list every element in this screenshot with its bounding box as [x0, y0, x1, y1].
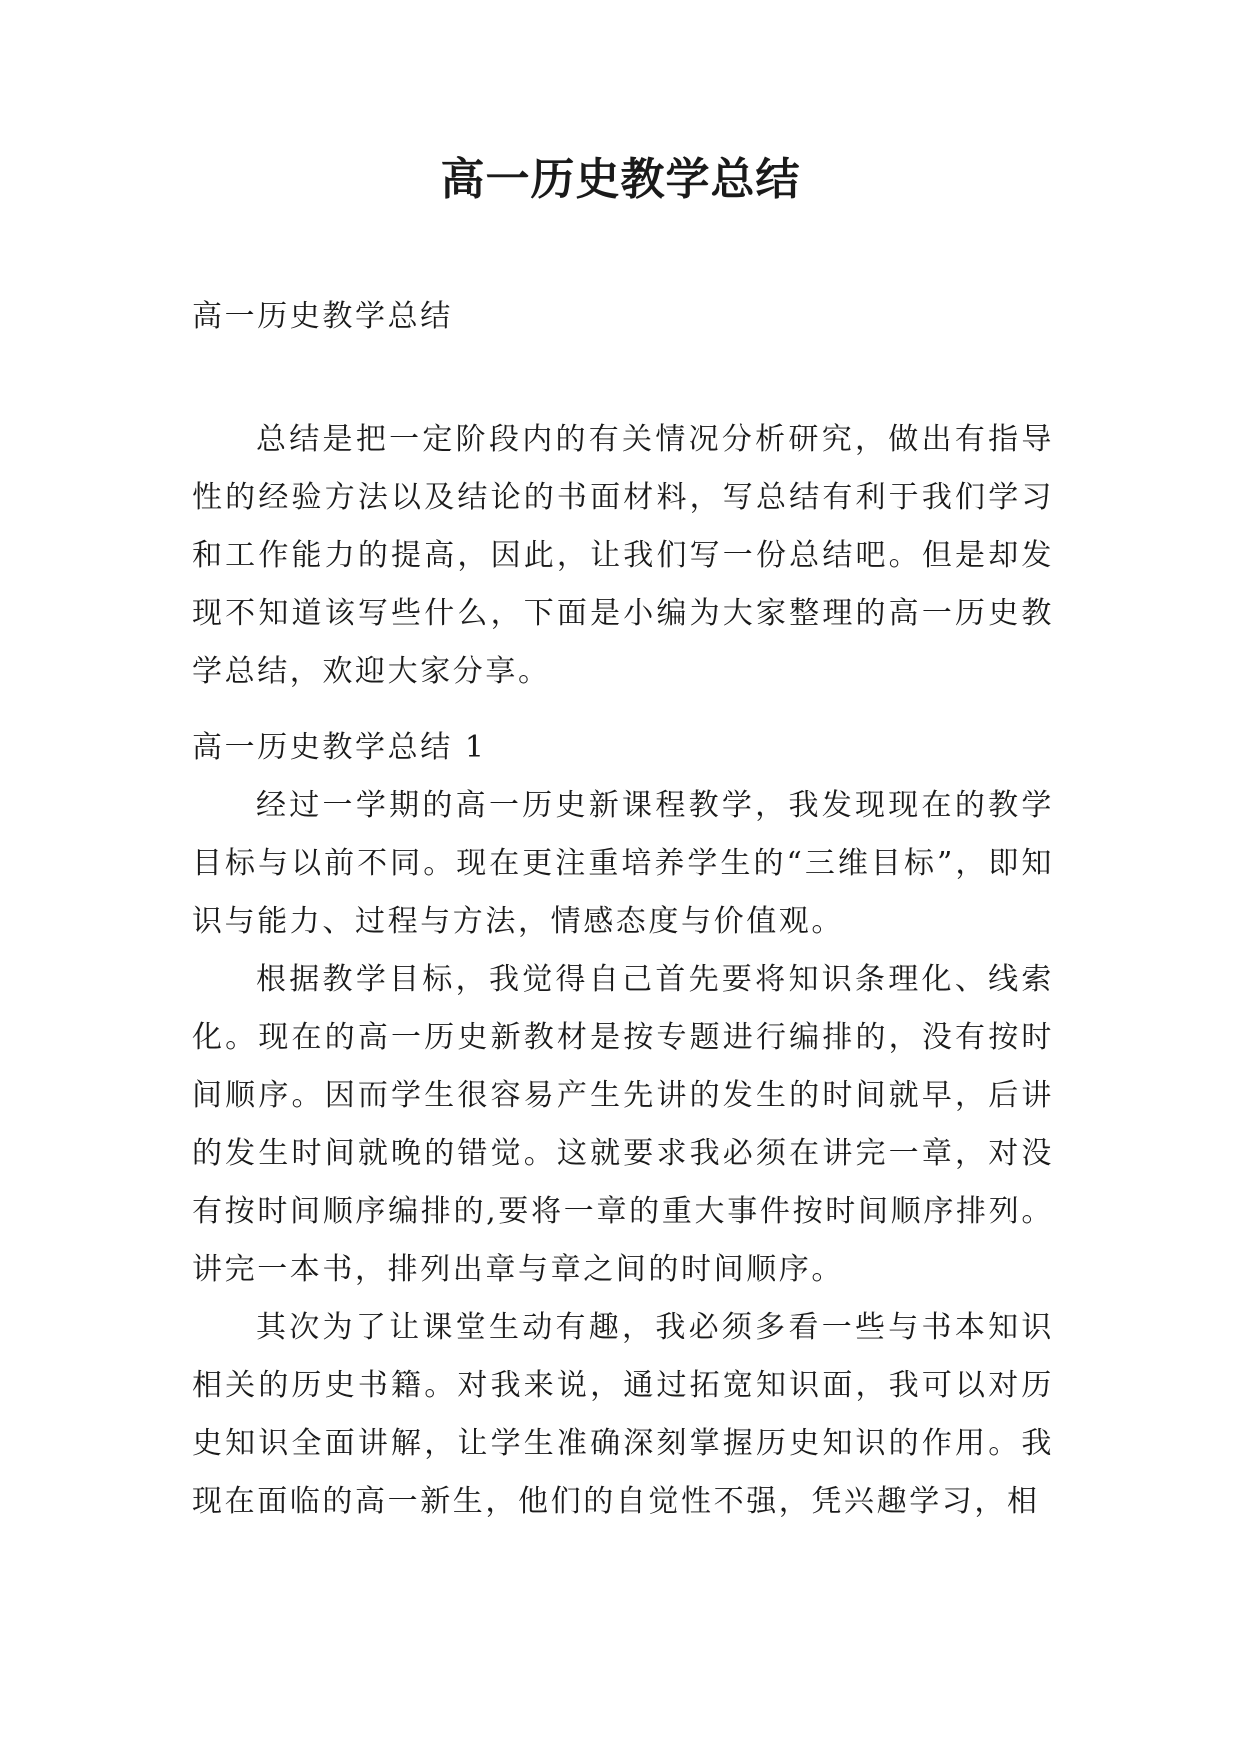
document-title: 高一历史教学总结 [440, 154, 801, 205]
section-1 [192, 719, 1054, 1531]
section-heading: 高一历史教学总结 1 [192, 730, 487, 765]
body-paragraph: 根据教学目标，我觉得自己首先要将知识条理化、线索化。现在的高一历史新教材是按专题进行编排的，没有按时间顺序。因而学生很容易产生先讲的发生的时间就早，后讲的发生时间就晚的错觉。这就要求我必须在讲完一章，对没有按时间顺序编排的,要将一章的重大事件按时间顺序排列。讲完一本书，排列出章与章之间的时间顺序。 [192, 962, 1054, 1287]
document-subtitle: 高一历史教学总结 [192, 299, 453, 334]
intro-paragraph: 总结是把一定阶段内的有关情况分析研究，做出有指导性的经验方法以及结论的书面材料，写总结有利于我们学习和工作能力的提高，因此，让我们写一份总结吧。但是却发现不知道该写些什么，下面是小编为大家整理的高一历史教学总结，欢迎大家分享。 [192, 422, 1054, 689]
body-paragraph: 经过一学期的高一历史新课程教学，我发现现在的教学目标与以前不同。现在更注重培养学生的“三维目标”，即知识与能力、过程与方法，情感态度与价值观。 [192, 788, 1054, 939]
body-paragraph: 其次为了让课堂生动有趣，我必须多看一些与书本知识相关的历史书籍。对我来说，通过拓宽知识面，我可以对历史知识全面讲解，让学生准确深刻掌握历史知识的作用。我现在面临的高一新生，他们的自觉性不强，凭兴趣学习，相 [192, 1310, 1054, 1519]
